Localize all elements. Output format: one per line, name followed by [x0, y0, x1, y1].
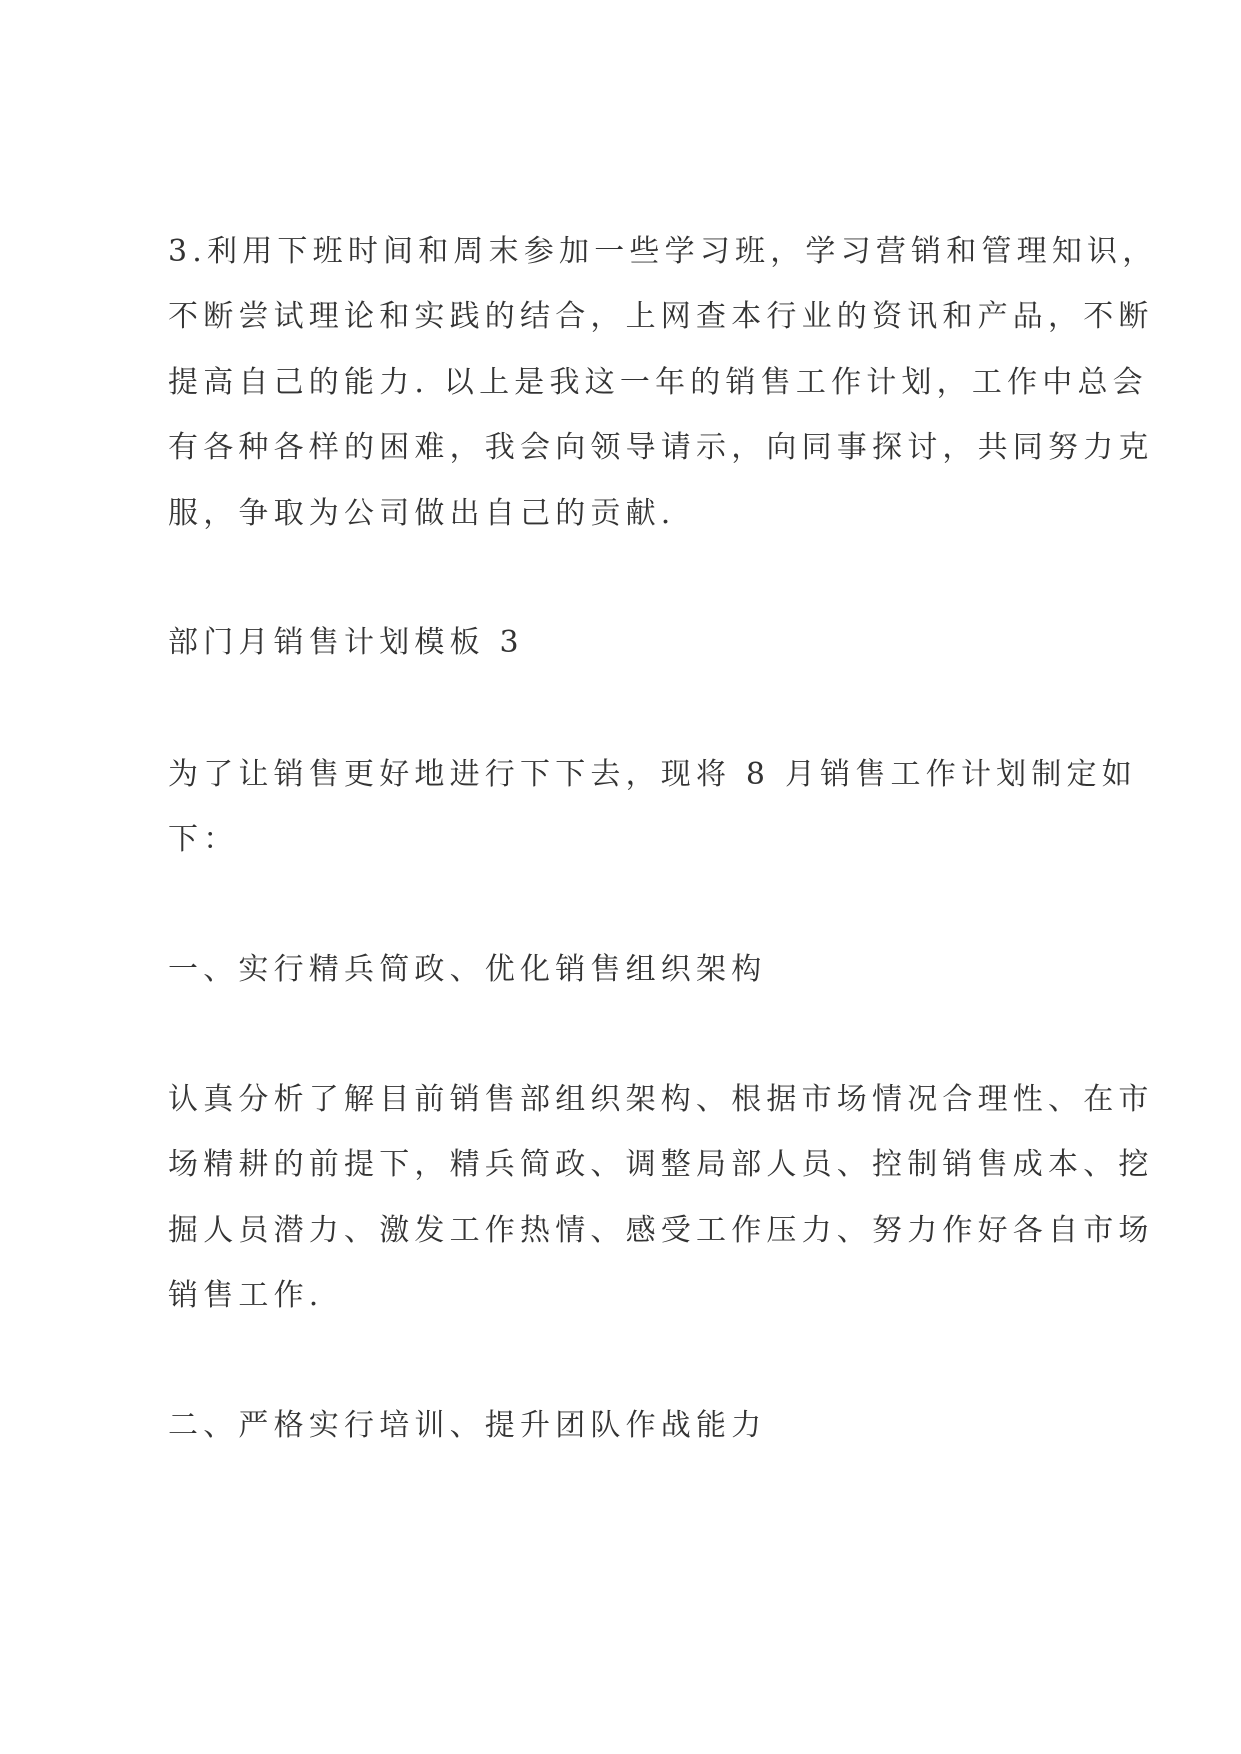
paragraph-line: 为了让销售更好地进行下下去，现将 8 月销售工作计划制定如 [168, 757, 1137, 792]
paragraph-line: 认真分析了解目前销售部组织架构、根据市场情况合理性、在市 [168, 1082, 1154, 1117]
paragraph-line: 下： [168, 822, 239, 857]
paragraph-line: 服，争取为公司做出自己的贡献. [168, 496, 676, 531]
section-heading: 部门月销售计划模板 3 [168, 625, 524, 660]
paragraph-line: 提高自己的能力. 以上是我这一年的销售工作计划，工作中总会 [168, 365, 1148, 400]
paragraph-line: 不断尝试理论和实践的结合，上网查本行业的资讯和产品，不断 [168, 299, 1154, 334]
section-title: 二、严格实行培训、提升团队作战能力 [168, 1408, 767, 1443]
paragraph-line: 销售工作. [168, 1278, 324, 1313]
section-title: 一、实行精兵简政、优化销售组织架构 [168, 952, 767, 987]
paragraph-line: 掘人员潜力、激发工作热情、感受工作压力、努力作好各自市场 [168, 1213, 1154, 1248]
paragraph-line: 3.利用下班时间和周末参加一些学习班，学习营销和管理知识， [168, 234, 1158, 269]
paragraph-line: 有各种各样的困难，我会向领导请示，向同事探讨，共同努力克 [168, 430, 1154, 465]
paragraph-line: 场精耕的前提下，精兵简政、调整局部人员、控制销售成本、挖 [168, 1147, 1154, 1182]
